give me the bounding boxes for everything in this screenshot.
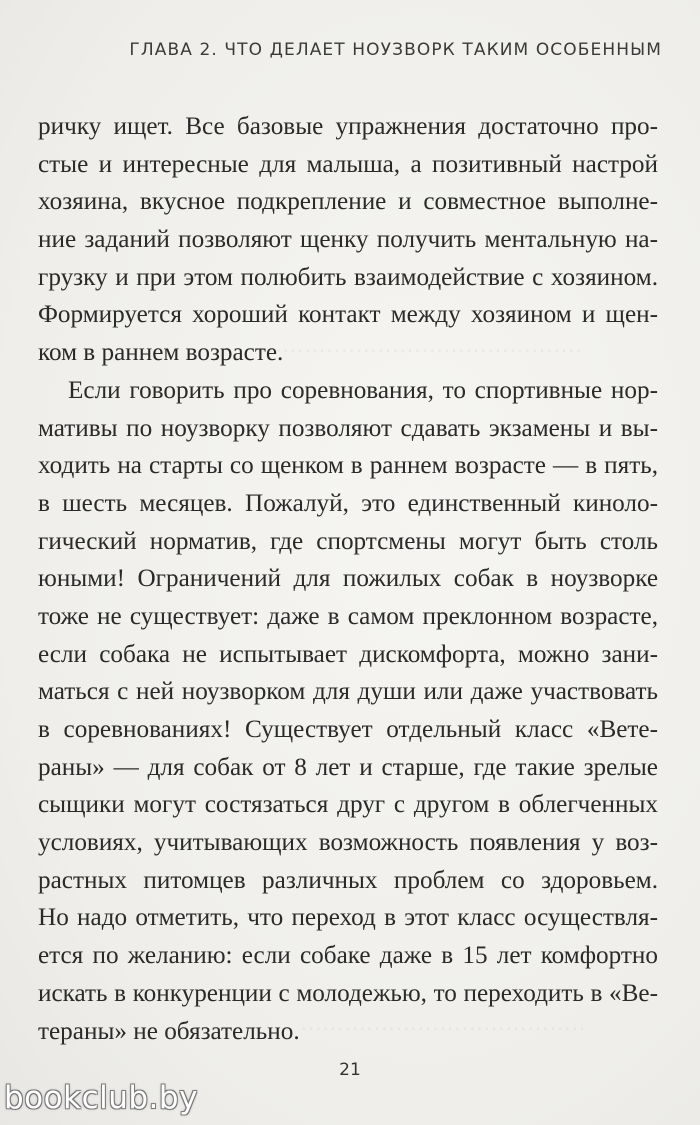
site-watermark: bookclub.by (4, 1080, 198, 1116)
show-through-text: ······································· (300, 1016, 586, 1041)
text-line: сыщики могут состязаться друг с другом в облегченных (38, 791, 658, 819)
text-line: условиях, учитывающих возможность появления у воз- (38, 829, 658, 857)
text-line: раны» — для собак от 8 лет и старше, где такие зрелые (38, 753, 658, 781)
text-line: искать в конкуренции с молодежью, то переходить в «Ве- (38, 979, 658, 1007)
paragraph (38, 108, 658, 372)
text-line: ется по желанию: если собаке даже в 15 лет комфортно (38, 942, 658, 970)
text-line: ние заданий позволяют щенку получить ментальную на- (38, 226, 658, 254)
text-line: гический норматив, где спортсмены могут быть столь (38, 527, 658, 555)
text-line: стые и интересные для малыша, а позитивный настрой (38, 150, 658, 178)
text-line: тераны» не обязательно. (38, 1017, 300, 1045)
text-line: мативы по ноузворку позволяют сдавать экзамены и вы- (38, 414, 658, 442)
text-line: если собака не испытывает дискомфорта, можно зани- (38, 640, 658, 668)
text-line: Если говорить про соревнования, то спортивные нор- (68, 376, 658, 404)
paragraph (38, 372, 658, 1050)
text-line: ричку ищет. Все базовые упражнения достаточно про- (38, 113, 658, 140)
body-text (38, 108, 658, 1050)
text-line: ходить на старты со щенком в раннем возрасте — в пять, (38, 452, 658, 480)
text-line: в шесть месяцев. Пожалуй, это единственный киноло- (38, 489, 658, 517)
text-line: в соревнованиях! Существует отдельный класс «Вете- (38, 716, 658, 743)
text-line: Но надо отметить, что переход в этот класс осуществля- (38, 904, 658, 932)
text-line: хозяина, вкусное подкрепление и совместное выполне- (38, 188, 658, 216)
running-head: ГЛАВА 2. ЧТО ДЕЛАЕТ НОУЗВОРК ТАКИМ ОСОБЕННЫМ (129, 40, 662, 60)
page-number: 21 (339, 1060, 361, 1080)
text-line: растных питомцев различных проблем со здоровьем. (38, 866, 658, 894)
text-line: грузку и при этом полюбить взаимодействие с хозяином. (38, 263, 658, 291)
text-line: ком в раннем возрасте. (38, 339, 284, 367)
text-line: Формируется хороший контакт между хозяином и щен- (38, 301, 658, 329)
show-through-text: ············································ (260, 338, 583, 363)
text-line: тоже не существует: даже в самом преклонном возрасте, (38, 602, 658, 630)
text-line: юными! Ограничений для пожилых собак в ноузворке (38, 565, 658, 593)
text-line: маться с ней ноузворком для души или даже участвовать (38, 678, 658, 706)
